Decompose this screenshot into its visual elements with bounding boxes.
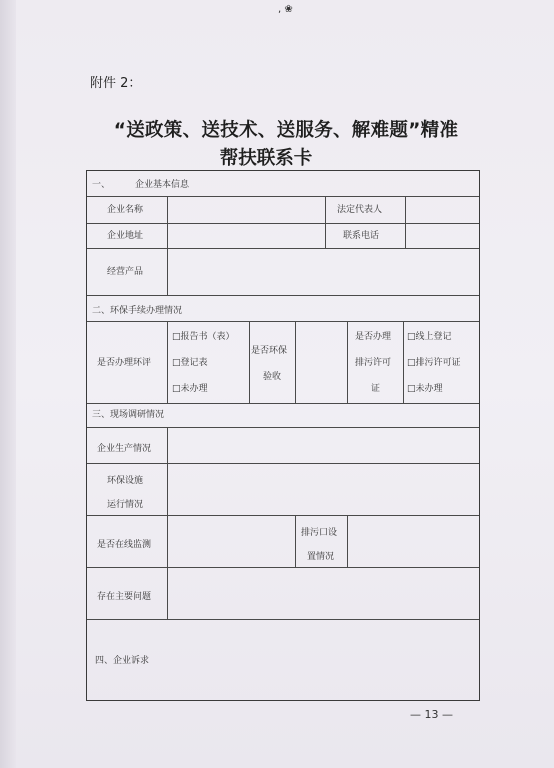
row-divider — [87, 196, 479, 197]
row-divider — [87, 427, 479, 428]
contact-card-form — [86, 170, 480, 701]
facility-label: 环保设施 — [107, 476, 144, 486]
eia-label: 是否办理环评 — [97, 358, 152, 368]
row-divider — [87, 295, 479, 296]
column-divider — [403, 321, 404, 403]
eia-option-report[interactable]: □报告书（表） — [172, 332, 235, 342]
facility-label: 运行情况 — [107, 500, 144, 510]
row-divider — [87, 463, 479, 464]
problems-label: 存在主要问题 — [97, 592, 152, 602]
section1-title: 企业基本信息 — [135, 180, 190, 190]
permit-option-license[interactable]: □排污许可证 — [407, 358, 461, 368]
column-divider — [249, 321, 250, 403]
online-monitor-label: 是否在线监测 — [97, 540, 152, 550]
legal-rep-label: 法定代表人 — [337, 205, 383, 215]
column-divider — [295, 321, 296, 403]
company-name-label: 企业名称 — [107, 205, 144, 215]
address-label: 企业地址 — [107, 231, 144, 241]
form-title-line2: 帮扶联系卡 — [219, 148, 313, 169]
row-divider — [87, 403, 479, 404]
page-number: — 13 — — [410, 708, 453, 721]
phone-label: 联系电话 — [343, 231, 380, 241]
column-divider — [325, 196, 326, 248]
permit-label: 证 — [371, 384, 381, 394]
permit-label: 排污许可 — [355, 358, 392, 368]
column-divider — [347, 321, 348, 403]
section3-title: 三、现场调研情况 — [92, 410, 165, 420]
permit-label: 是否办理 — [355, 332, 392, 342]
column-divider — [167, 196, 168, 295]
acceptance-label: 是否环保 — [251, 346, 288, 356]
acceptance-label: 验收 — [263, 372, 282, 382]
column-divider — [295, 515, 296, 567]
attachment-label: 附件 2： — [90, 76, 142, 91]
row-divider — [87, 321, 479, 322]
binding-shadow — [0, 0, 16, 768]
row-divider — [87, 223, 479, 224]
permit-option-none[interactable]: □未办理 — [407, 384, 443, 394]
column-divider — [167, 427, 168, 619]
section4-title: 四、企业诉求 — [95, 656, 150, 666]
outlet-label: 置情况 — [307, 552, 335, 562]
row-divider — [87, 515, 479, 516]
form-title-line1: “送政策、送技术、送服务、解难题”精准 — [113, 120, 459, 141]
outlet-label: 排污口设 — [301, 528, 338, 538]
section2-title: 二、环保手续办理情况 — [92, 306, 183, 316]
column-divider — [167, 321, 168, 403]
production-label: 企业生产情况 — [97, 444, 152, 454]
section1-number: 一、 — [92, 180, 111, 190]
column-divider — [405, 196, 406, 248]
row-divider — [87, 248, 479, 249]
column-divider — [347, 515, 348, 567]
eia-option-none[interactable]: □未办理 — [172, 384, 208, 394]
products-label: 经营产品 — [107, 267, 144, 277]
row-divider — [87, 567, 479, 568]
permit-option-online[interactable]: □线上登记 — [407, 332, 452, 342]
eia-option-registration[interactable]: □登记表 — [172, 358, 208, 368]
row-divider — [87, 619, 479, 620]
scan-speck: , ❀ — [278, 4, 293, 15]
